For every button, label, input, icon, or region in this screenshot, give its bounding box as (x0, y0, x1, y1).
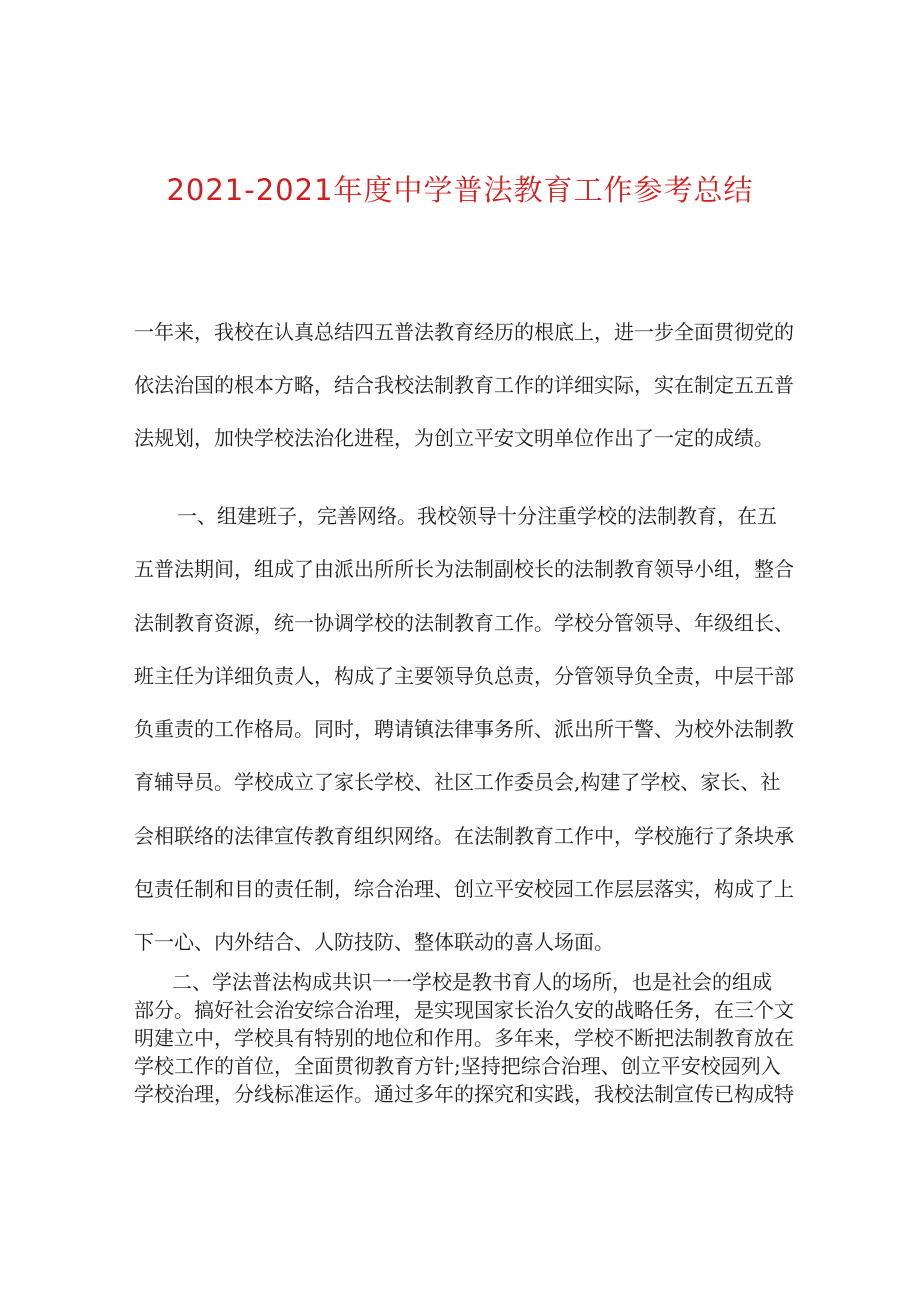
paragraph-line: 五普法期间，组成了由派出所所长为法制副校长的法制教育领导小组，整合 (134, 557, 794, 582)
paragraph-line: 学校治理，分线标准运作。通过多年的探究和实践，我校法制宣传已构成特 (134, 1082, 794, 1106)
paragraph-section-one (134, 490, 794, 970)
paragraph-line: 二、学法普法构成共识一一学校是教书育人的场所，也是社会的组成 (172, 970, 772, 994)
paragraph-line: 育辅导员。学校成立了家长学校、社区工作委员会,构建了学校、家长、社 (134, 770, 781, 795)
paragraph-section-two (134, 968, 794, 1108)
paragraph-line: 学校工作的首位，全面贯彻教育方针;坚持把综合治理、创立平安校园列入 (134, 1054, 781, 1078)
paragraph-line: 会相联络的法律宣传教育组织网络。在法制教育工作中，学校施行了条块承 (134, 823, 794, 848)
document-title: 2021-2021年度中学普法教育工作参考总结 (166, 173, 754, 207)
paragraph-line: 一年来，我校在认真总结四五普法教育经历的根底上，进一步全面贯彻党的 (134, 320, 794, 344)
paragraph-line: 负重责的工作格局。同时，聘请镇法律事务所、派出所干警、为校外法制教 (134, 717, 794, 742)
paragraph-line: 法制教育资源，统一协调学校的法制教育工作。学校分管领导、年级组长、 (134, 610, 794, 635)
paragraph-line: 部分。搞好社会治安综合治理，是实现国家长治久安的战略任务，在三个文 (134, 998, 794, 1022)
paragraph-line: 一、组建班子，完善网络。我校领导十分注重学校的法制教育，在五 (177, 504, 777, 528)
paragraph-line: 法规划，加快学校法治化进程，为创立平安文明单位作出了一定的成绩。 (134, 426, 774, 450)
paragraph-line: 班主任为详细负责人，构成了主要领导负总责，分管领导负全责，中层干部 (134, 663, 794, 688)
paragraph-line: 明建立中，学校具有特别的地位和作用。多年来，学校不断把法制教育放在 (134, 1026, 794, 1050)
paragraph-intro (134, 306, 794, 465)
paragraph-line: 依法治国的根本方略，结合我校法制教育工作的详细实际，实在制定五五普 (134, 373, 794, 397)
paragraph-line: 包责任制和目的责任制，综合治理、创立平安校园工作层层落实，构成了上 (134, 877, 794, 902)
paragraph-line: 下一心、内外结合、人防技防、整体联动的喜人场面。 (134, 930, 614, 955)
